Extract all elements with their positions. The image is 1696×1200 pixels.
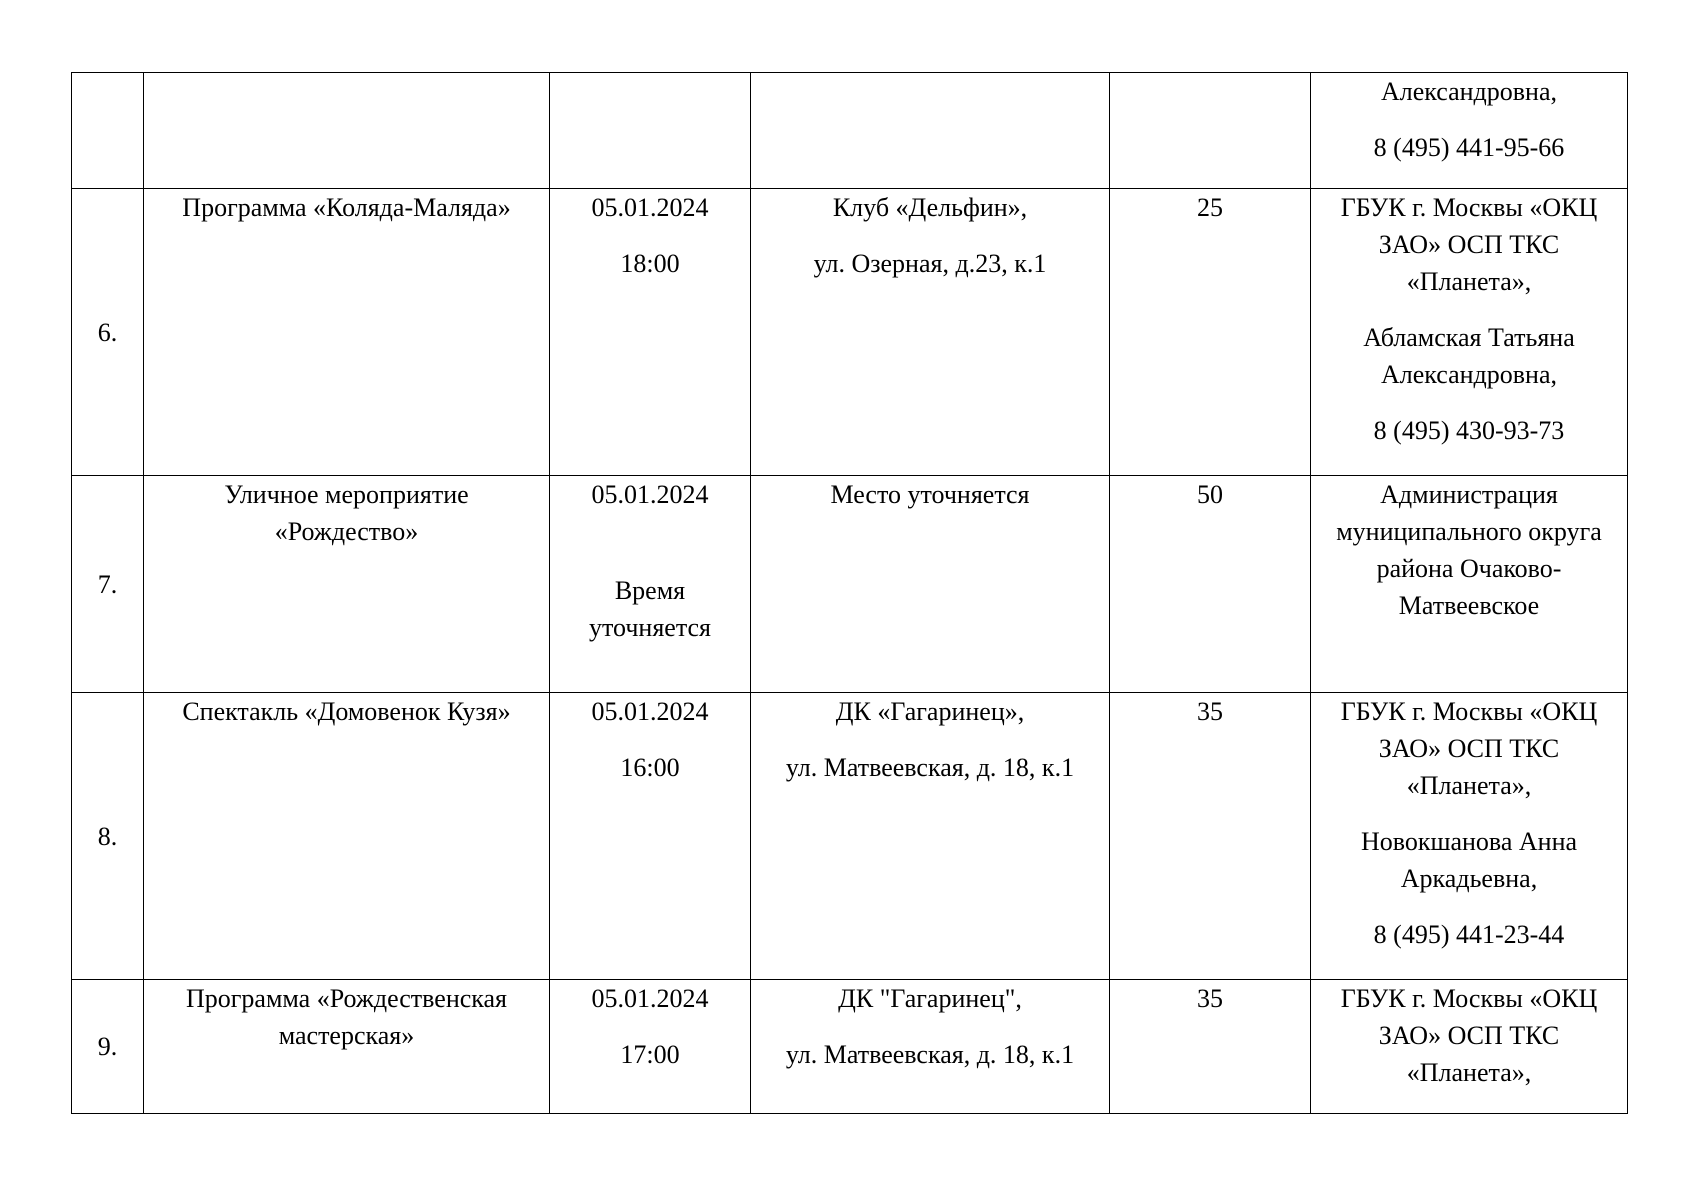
- row-number-cell: [72, 693, 144, 980]
- participants-count: 35: [1197, 697, 1223, 726]
- table-row: [72, 980, 1628, 1114]
- venue-name: ДК «Гагаринец»,: [835, 697, 1025, 726]
- event-title: мастерская»: [278, 1021, 415, 1050]
- venue-cell: [751, 73, 1110, 189]
- organizer-phone: 8 (495) 430-93-73: [1373, 416, 1565, 445]
- organizer-cell: [1311, 693, 1628, 980]
- participants-count: 25: [1197, 193, 1223, 222]
- row-number-cell: [72, 73, 144, 189]
- organizer-name: «Планета»,: [1406, 771, 1532, 800]
- organizer-contact: Александровна,: [1380, 360, 1558, 389]
- event-time: 18:00: [620, 249, 680, 278]
- event-cell: [144, 980, 550, 1114]
- event-date: 05.01.2024: [591, 697, 709, 726]
- organizer-contact: Аркадьевна,: [1400, 864, 1538, 893]
- event-title: «Рождество»: [274, 517, 419, 546]
- table-row: [72, 73, 1628, 189]
- row-number: 6.: [97, 317, 118, 347]
- row-number: 9.: [97, 1032, 118, 1061]
- organizer-name: Матвеевское: [1398, 591, 1540, 620]
- organizer-contact: Новокшанова Анна: [1360, 827, 1578, 856]
- event-time: 16:00: [620, 753, 680, 782]
- organizer-cell: [1311, 980, 1628, 1114]
- organizer-cell: [1311, 73, 1628, 189]
- participants-cell: [1110, 189, 1311, 476]
- row-number-cell: [72, 476, 144, 693]
- venue-cell: [751, 693, 1110, 980]
- organizer-cell: [1311, 476, 1628, 693]
- event-title: Уличное мероприятие: [224, 480, 469, 509]
- table-row: [72, 189, 1628, 476]
- event-cell: [144, 73, 550, 189]
- participants-cell: [1110, 73, 1311, 189]
- organizer-contact: Абламская Татьяна: [1363, 323, 1575, 352]
- date-time-cell: [550, 73, 751, 189]
- event-time: 17:00: [620, 1040, 680, 1069]
- organizer-name: района Очаково-: [1376, 554, 1562, 583]
- event-time: уточняется: [588, 613, 711, 642]
- date-time-cell: [550, 476, 751, 693]
- organizer-name: ГБУК г. Москвы «ОКЦ: [1340, 697, 1598, 726]
- table-row: [72, 476, 1628, 693]
- row-number-cell: [72, 980, 144, 1114]
- row-number: 7.: [97, 569, 118, 599]
- table-row: [72, 693, 1628, 980]
- venue-name: ДК "Гагаринец",: [838, 984, 1022, 1013]
- participants-count: 50: [1197, 480, 1223, 509]
- venue-address: ул. Матвеевская, д. 18, к.1: [785, 1040, 1075, 1069]
- venue-cell: [751, 476, 1110, 693]
- event-cell: [144, 189, 550, 476]
- event-time: Время: [614, 576, 686, 605]
- event-date: 05.01.2024: [591, 480, 709, 509]
- venue-cell: [751, 189, 1110, 476]
- organizer-name: ЗАО» ОСП ТКС: [1378, 230, 1560, 259]
- organizer-cell: [1311, 189, 1628, 476]
- date-time-cell: [550, 980, 751, 1114]
- participants-cell: [1110, 980, 1311, 1114]
- date-time-cell: [550, 693, 751, 980]
- organizer-contact: Александровна,: [1380, 77, 1558, 106]
- organizer-name: «Планета»,: [1406, 267, 1532, 296]
- event-cell: [144, 476, 550, 693]
- organizer-name: ЗАО» ОСП ТКС: [1378, 1021, 1560, 1050]
- events-table: [71, 72, 1628, 1114]
- organizer-name: ГБУК г. Москвы «ОКЦ: [1340, 984, 1598, 1013]
- venue-name: Место уточняется: [830, 480, 1030, 509]
- organizer-name: муниципального округа: [1336, 517, 1602, 546]
- event-date: 05.01.2024: [591, 193, 709, 222]
- venue-address: ул. Озерная, д.23, к.1: [813, 249, 1047, 278]
- organizer-name: ЗАО» ОСП ТКС: [1378, 734, 1560, 763]
- event-cell: [144, 693, 550, 980]
- organizer-name: ГБУК г. Москвы «ОКЦ: [1340, 193, 1598, 222]
- event-date: 05.01.2024: [591, 984, 709, 1013]
- venue-address: ул. Матвеевская, д. 18, к.1: [785, 753, 1075, 782]
- participants-cell: [1110, 476, 1311, 693]
- organizer-phone: 8 (495) 441-23-44: [1373, 920, 1565, 949]
- event-title: Спектакль «Домовенок Кузя»: [182, 697, 511, 726]
- date-time-cell: [550, 189, 751, 476]
- organizer-phone: 8 (495) 441-95-66: [1373, 133, 1565, 162]
- row-number-cell: [72, 189, 144, 476]
- participants-count: 35: [1197, 984, 1223, 1013]
- participants-cell: [1110, 693, 1311, 980]
- venue-cell: [751, 980, 1110, 1114]
- row-number: 8.: [97, 821, 118, 851]
- organizer-name: Администрация: [1380, 480, 1558, 509]
- event-title: Программа «Коляда-Маляда»: [182, 193, 511, 222]
- venue-name: Клуб «Дельфин»,: [832, 193, 1028, 222]
- organizer-name: «Планета»,: [1406, 1058, 1532, 1087]
- event-title: Программа «Рождественская: [185, 984, 508, 1013]
